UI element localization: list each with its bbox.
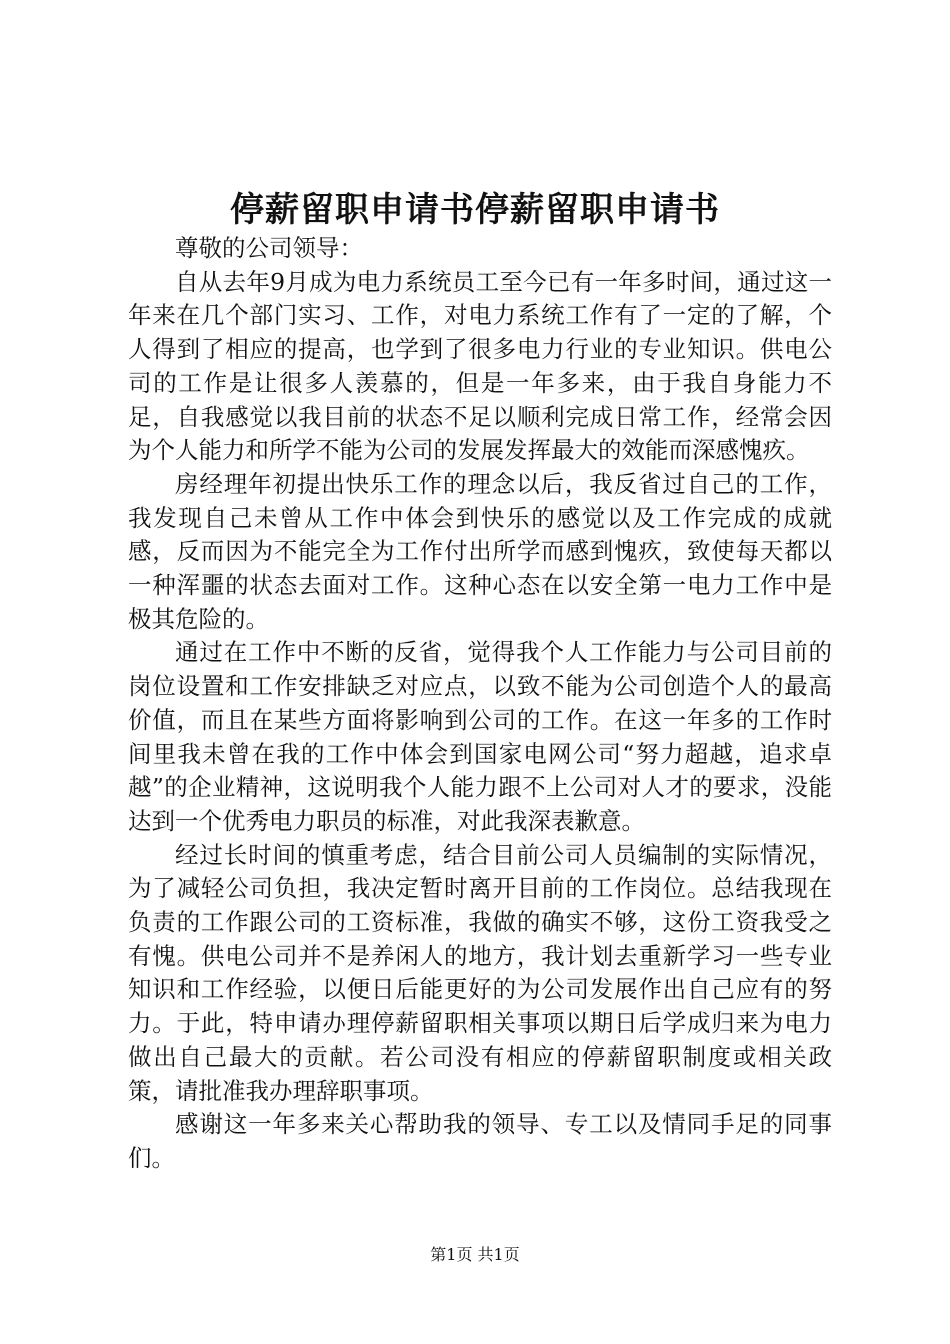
paragraph-1: 自从去年9月成为电力系统员工至今已有一年多时间，通过这一年来在几个部门实习、工作，对电力系统工作有了一定的了解，个人得到了相应的提高，也学到了很多电力行业的专业知识。供电公司的工作是让很多人羡慕的，但是一年多来，由于我自身能力不足，自我感觉以我目前的状态不足以顺利完成日常工作，经常会因为个人能力和所学不能为公司的发展发挥最大的效能而深感愧疚。 <box>128 267 832 465</box>
paragraph-4: 经过长时间的慎重考虑，结合目前公司人员编制的实际情况，为了减轻公司负担，我决定暂时离开目前的工作岗位。总结我现在负责的工作跟公司的工资标准，我做的确实不够，这份工资我受之有愧。供电公司并不是养闲人的地方，我计划去重新学习一些专业知识和工作经验，以便日后能更好的为公司发展作出自己应有的努力。于此，特申请办理停薪留职相关事项以期日后学成归来为电力做出自己最大的贡献。若公司没有相应的停薪留职制度或相关政策，请批准我办理辞职事项。 <box>128 840 832 1105</box>
page-footer: 第1页 共1页 <box>430 1245 520 1264</box>
document-body <box>128 232 832 1176</box>
paragraph-2: 房经理年初提出快乐工作的理念以后，我反省过自己的工作，我发现自己未曾从工作中体会到快乐的感觉以及工作完成的成就感，反而因为不能完全为工作付出所学而感到愧疚，致使每天都以一种浑噩的状态去面对工作。这种心态在以安全第一电力工作中是极其危险的。 <box>128 469 832 633</box>
salutation: 尊敬的公司领导： <box>175 234 363 262</box>
document-title: 停薪留职申请书停薪留职申请书 <box>230 190 720 230</box>
paragraph-5: 感谢这一年多来关心帮助我的领导、专工以及情同手足的同事们。 <box>128 1110 832 1172</box>
paragraph-3: 通过在工作中不断的反省，觉得我个人工作能力与公司目前的岗位设置和工作安排缺乏对应点，以致不能为公司创造个人的最高价值，而且在某些方面将影响到公司的工作。在这一年多的工作时间里我未曾在我的工作中体会到国家电网公司“努力超越，追求卓越”的企业精神，这说明我个人能力跟不上公司对人才的要求，没能达到一个优秀电力职员的标准，对此我深表歉意。 <box>128 638 832 835</box>
